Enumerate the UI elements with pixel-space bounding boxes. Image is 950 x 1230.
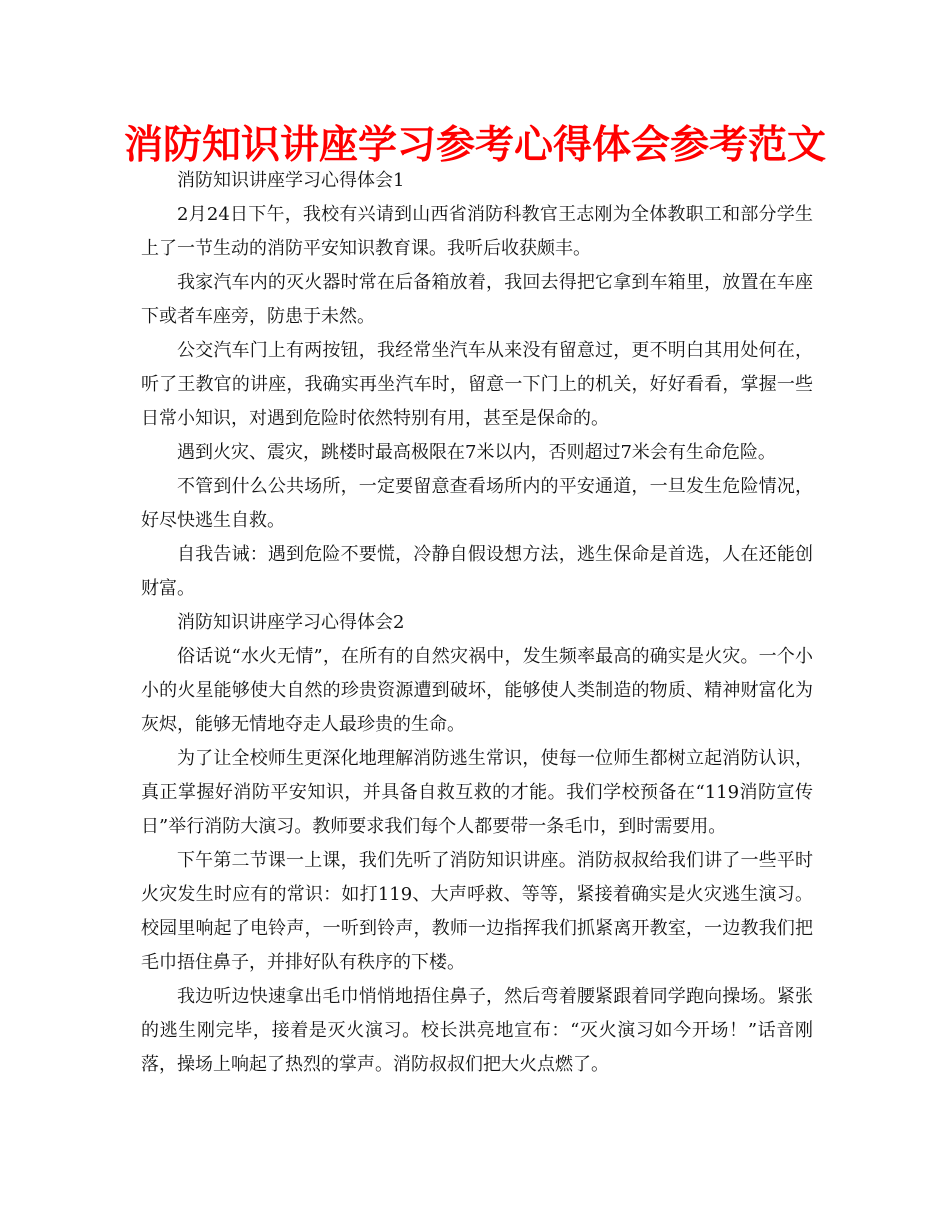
paragraph: 自我告诫：遇到危险不要慌，冷静自假设想方法，逃生保命是首选，人在还能创财富。 — [141, 544, 813, 599]
paragraph: 公交汽车门上有两按钮，我经常坐汽车从来没有留意过，更不明白其用处何在，听了王教官的讲座，我确实再坐汽车时，留意一下门上的机关，好好看看，掌握一些日常小知识，对遇到危险时依然特别有用，甚至是保命的。 — [141, 340, 813, 429]
paragraph: 遇到火灾、震灾，跳楼时最高极限在7米以内，否则超过7米会有生命危险。 — [177, 442, 776, 463]
paragraph: 我边听边快速拿出毛巾悄悄地捂住鼻子，然后弯着腰紧跟着同学跑向操场。紧张的逃生刚完毕，接着是灭火演习。校长洪亮地宣布：“灭火演习如今开场！”话音刚落，操场上响起了热烈的掌声。消防叔叔们把大火点燃了。 — [141, 986, 813, 1075]
paragraph: 我家汽车内的灭火器时常在后备箱放着，我回去得把它拿到车箱里，放置在车座下或者车座旁，防患于未然。 — [141, 272, 813, 327]
section-heading-1: 消防知识讲座学习心得体会1 — [177, 170, 405, 191]
document-title: 消防知识讲座学习参考心得体会参考范文 — [123, 123, 826, 168]
paragraph: 为了让全校师生更深化地理解消防逃生常识，使每一位师生都树立起消防认识，真正掌握好消防平安知识，并具备自救互救的才能。我们学校预备在“119消防宣传日”举行消防大演习。教师要求我们每个人都要带一条毛巾，到时需要用。 — [141, 748, 813, 837]
section-heading-2: 消防知识讲座学习心得体会2 — [177, 612, 405, 633]
document-body — [141, 164, 813, 1082]
paragraph: 不管到什么公共场所，一定要留意查看场所内的平安通道，一旦发生危险情况，好尽快逃生自救。 — [141, 476, 813, 531]
paragraph: 俗话说“水火无情”，在所有的自然灾祸中，发生频率最高的确实是火灾。一个小小的火星能够使大自然的珍贵资源遭到破坏，能够使人类制造的物质、精神财富化为灰烬，能够无情地夺走人最珍贵的生命。 — [141, 646, 813, 735]
paragraph: 2月24日下午，我校有兴请到山西省消防科教官王志刚为全体教职工和部分学生上了一节生动的消防平安知识教育课。我听后收获颇丰。 — [141, 204, 813, 259]
paragraph: 下午第二节课一上课，我们先听了消防知识讲座。消防叔叔给我们讲了一些平时火灾发生时应有的常识：如打119、大声呼救、等等，紧接着确实是火灾逃生演习。校园里响起了电铃声，一听到铃声，教师一边指挥我们抓紧离开教室，一边教我们把毛巾捂住鼻子，并排好队有秩序的下楼。 — [141, 850, 813, 973]
